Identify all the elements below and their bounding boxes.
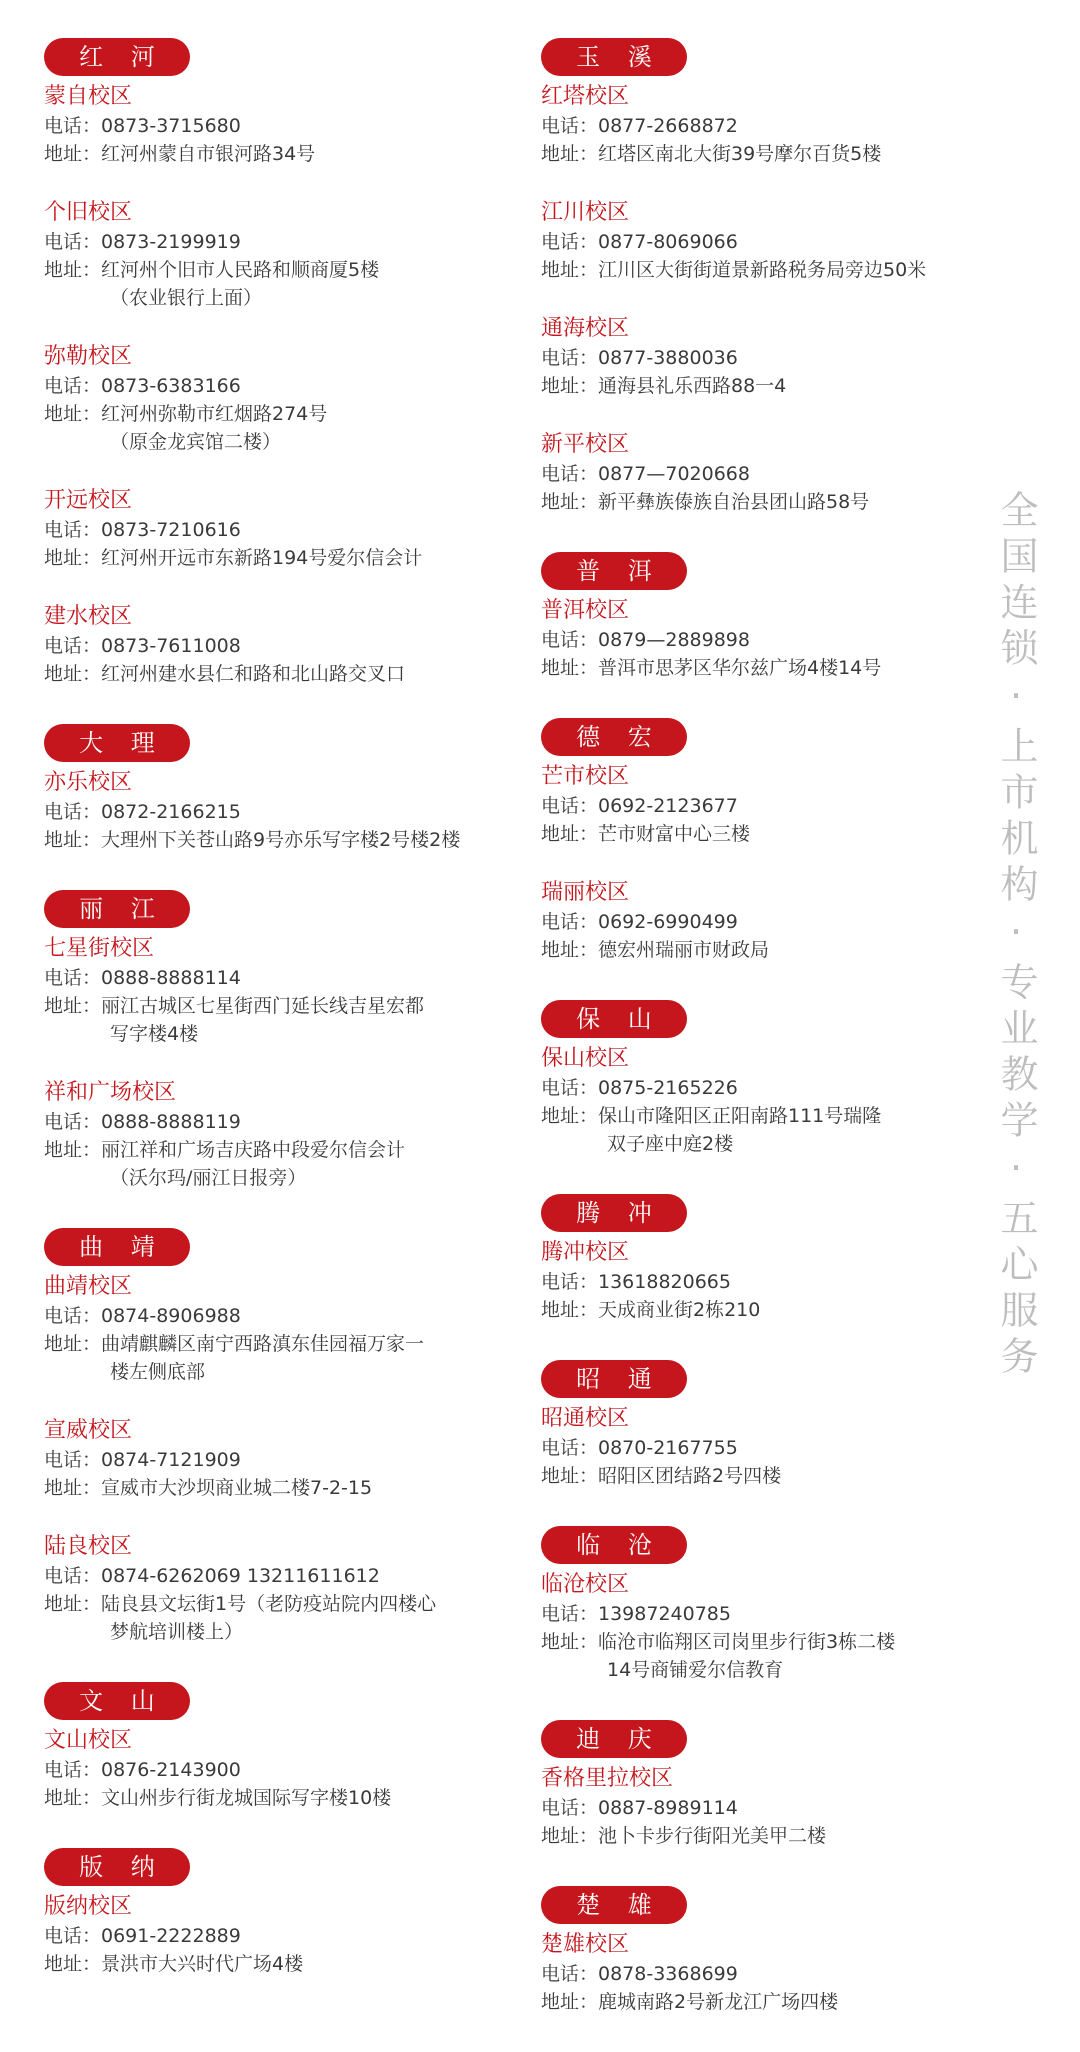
campus-phone: 电话：0870-2167755: [541, 1437, 738, 1459]
campus-name: 曲靖校区: [44, 1274, 133, 1299]
campus-phone: 电话：0887-8989114: [541, 1797, 738, 1819]
campus-address: 地址：丽江祥和广场吉庆路中段爱尔信会计: [44, 1139, 406, 1161]
region-section: [541, 1886, 1001, 2016]
campus-name: 临沧校区: [541, 1572, 630, 1597]
region-label: 楚 雄: [541, 1886, 687, 1924]
campus-phone: 电话：0692-6990499: [541, 911, 738, 933]
campus-address-continued: 双子座中庭2楼: [607, 1133, 734, 1155]
campus-name: 七星街校区: [44, 936, 155, 961]
campus-phone: 电话：0877—7020668: [541, 463, 750, 485]
left-column: [44, 38, 524, 2014]
campus-phone: 电话：13618820665: [541, 1271, 731, 1293]
region-label: 丽 江: [44, 890, 190, 928]
campus-name: 个旧校区: [44, 200, 133, 225]
campus-name: 开远校区: [44, 488, 133, 513]
region-label: 红 河: [44, 38, 190, 76]
region-section: [541, 38, 1001, 516]
campus-entry: [44, 486, 524, 572]
campus-entry: [541, 762, 1001, 848]
campus-phone: 电话：0877-2668872: [541, 115, 738, 137]
region-section: [44, 1682, 524, 1812]
campus-phone: 电话：0873-2199919: [44, 231, 241, 253]
campus-phone: 电话：0873-7611008: [44, 635, 241, 657]
campus-entry: [541, 1570, 1001, 1684]
campus-phone: 电话：0877-3880036: [541, 347, 738, 369]
campus-name: 香格里拉校区: [541, 1766, 674, 1791]
campus-name: 昭通校区: [541, 1406, 630, 1431]
campus-name: 文山校区: [44, 1728, 133, 1753]
campus-phone: 电话：0888-8888114: [44, 967, 241, 989]
campus-address: 地址：红河州蒙自市银河路34号: [44, 143, 316, 165]
campus-phone: 电话：0877-8069066: [541, 231, 738, 253]
campus-entry: [541, 82, 1001, 168]
campus-name: 祥和广场校区: [44, 1080, 177, 1105]
campus-address: 地址：芒市财富中心三楼: [541, 823, 751, 845]
region-section: [44, 38, 524, 688]
campus-address: 地址：宣威市大沙坝商业城二楼7-2-15: [44, 1477, 373, 1499]
campus-name: 楚雄校区: [541, 1932, 630, 1957]
campus-phone: 电话：0873-6383166: [44, 375, 241, 397]
region-section: [44, 1228, 524, 1646]
campus-address-continued: 梦航培训楼上）: [110, 1621, 244, 1643]
campus-address: 地址：天成商业街2栋210: [541, 1299, 761, 1321]
region-label: 腾 冲: [541, 1194, 687, 1232]
campus-entry: [44, 1726, 524, 1812]
region-label: 曲 靖: [44, 1228, 190, 1266]
campus-entry: [44, 768, 524, 854]
campus-name: 陆良校区: [44, 1534, 133, 1559]
campus-address: 地址：临沧市临翔区司岗里步行街3栋二楼: [541, 1631, 896, 1653]
campus-phone: 电话：0878-3368699: [541, 1963, 738, 1985]
campus-address: 地址：江川区大街街道景新路税务局旁边50米: [541, 259, 927, 281]
campus-address-continued: （原金龙宾馆二楼）: [110, 431, 282, 453]
campus-address: 地址：池卜卡步行街阳光美甲二楼: [541, 1825, 827, 1847]
region-section: [44, 1848, 524, 1978]
campus-phone: 电话：0879—2889898: [541, 629, 750, 651]
campus-entry: [541, 1930, 1001, 2016]
region-label: 临 沧: [541, 1526, 687, 1564]
campus-entry: [541, 314, 1001, 400]
campus-address: 地址：文山州步行街龙城国际写字楼10楼: [44, 1787, 392, 1809]
campus-phone: 电话：0888-8888119: [44, 1111, 241, 1133]
campus-address: 地址：大理州下关苍山路9号亦乐写字楼2号楼2楼: [44, 829, 461, 851]
campus-name: 江川校区: [541, 200, 630, 225]
campus-address: 地址：通海县礼乐西路88一4: [541, 375, 787, 397]
region-section: [44, 724, 524, 854]
campus-name: 蒙自校区: [44, 84, 133, 109]
campus-entry: [541, 596, 1001, 682]
campus-phone: 电话：0875-2165226: [541, 1077, 738, 1099]
campus-address-continued: （农业银行上面）: [110, 287, 263, 309]
campus-name: 保山校区: [541, 1046, 630, 1071]
campus-name: 新平校区: [541, 432, 630, 457]
region-label: 德 宏: [541, 718, 687, 756]
campus-phone: 电话：0691-2222889: [44, 1925, 241, 1947]
campus-entry: [44, 342, 524, 456]
campus-entry: [44, 1892, 524, 1978]
region-label: 保 山: [541, 1000, 687, 1038]
campus-entry: [541, 1044, 1001, 1158]
region-label: 普 洱: [541, 552, 687, 590]
campus-phone: 电话：0874-6262069 13211611612: [44, 1565, 380, 1587]
campus-phone: 电话：13987240785: [541, 1603, 731, 1625]
campus-entry: [44, 198, 524, 312]
campus-address: 地址：红河州弥勒市红烟路274号: [44, 403, 328, 425]
campus-name: 建水校区: [44, 604, 133, 629]
campus-entry: [541, 1238, 1001, 1324]
campus-address: 地址：红河州开远市东新路194号爱尔信会计: [44, 547, 423, 569]
campus-address: 地址：德宏州瑞丽市财政局: [541, 939, 770, 961]
campus-address: 地址：曲靖麒麟区南宁西路滇东佳园福万家一: [44, 1333, 425, 1355]
campus-address: 地址：普洱市思茅区华尔兹广场4楼14号: [541, 657, 882, 679]
campus-address: 地址：保山市隆阳区正阳南路111号瑞隆: [541, 1105, 882, 1127]
campus-address: 地址：鹿城南路2号新龙江广场四楼: [541, 1991, 839, 2013]
region-label: 玉 溪: [541, 38, 687, 76]
region-label: 迪 庆: [541, 1720, 687, 1758]
campus-entry: [44, 1272, 524, 1386]
campus-name: 弥勒校区: [44, 344, 133, 369]
campus-name: 版纳校区: [44, 1894, 133, 1919]
region-section: [44, 890, 524, 1192]
campus-entry: [541, 878, 1001, 964]
campus-address-continued: 14号商铺爱尔信教育: [607, 1659, 784, 1681]
campus-name: 芒市校区: [541, 764, 630, 789]
campus-phone: 电话：0876-2143900: [44, 1759, 241, 1781]
campus-address: 地址：景洪市大兴时代广场4楼: [44, 1953, 304, 1975]
campus-name: 红塔校区: [541, 84, 630, 109]
campus-address: 地址：陆良县文坛街1号（老防疫站院内四楼心: [44, 1593, 437, 1615]
campus-entry: [541, 198, 1001, 284]
campus-entry: [541, 1764, 1001, 1850]
region-label: 大 理: [44, 724, 190, 762]
campus-entry: [44, 934, 524, 1048]
campus-address-continued: 楼左侧底部: [110, 1361, 206, 1383]
campus-name: 亦乐校区: [44, 770, 133, 795]
campus-address-continued: 写字楼4楼: [110, 1023, 199, 1045]
campus-entry: [44, 1078, 524, 1192]
region-section: [541, 552, 1001, 682]
campus-address: 地址：昭阳区团结路2号四楼: [541, 1465, 782, 1487]
campus-entry: [44, 82, 524, 168]
region-section: [541, 718, 1001, 964]
campus-phone: 电话：0873-7210616: [44, 519, 241, 541]
campus-entry: [44, 1416, 524, 1502]
campus-phone: 电话：0874-8906988: [44, 1305, 241, 1327]
region-label: 文 山: [44, 1682, 190, 1720]
campus-name: 瑞丽校区: [541, 880, 630, 905]
campus-address: 地址：新平彝族傣族自治县团山路58号: [541, 491, 870, 513]
campus-name: 通海校区: [541, 316, 630, 341]
campus-address: 地址：红河州建水县仁和路和北山路交叉口: [44, 663, 406, 685]
campus-phone: 电话：0872-2166215: [44, 801, 241, 823]
region-section: [541, 1720, 1001, 1850]
campus-address-continued: （沃尔玛/丽江日报旁）: [110, 1167, 307, 1189]
right-column: [541, 38, 1001, 2052]
campus-address: 地址：红塔区南北大街39号摩尔百货5楼: [541, 143, 882, 165]
campus-address: 地址：红河州个旧市人民路和顺商厦5楼: [44, 259, 380, 281]
region-section: [541, 1000, 1001, 1158]
region-section: [541, 1194, 1001, 1324]
vertical-slogan: 全国连锁·上市机构·专业教学·五心服务: [994, 490, 1038, 1382]
campus-name: 宣威校区: [44, 1418, 133, 1443]
region-label: 昭 通: [541, 1360, 687, 1398]
campus-entry: [541, 1404, 1001, 1490]
region-section: [541, 1526, 1001, 1684]
campus-entry: [44, 602, 524, 688]
campus-name: 普洱校区: [541, 598, 630, 623]
campus-name: 腾冲校区: [541, 1240, 630, 1265]
campus-phone: 电话：0874-7121909: [44, 1449, 241, 1471]
campus-entry: [541, 430, 1001, 516]
campus-phone: 电话：0873-3715680: [44, 115, 241, 137]
region-label: 版 纳: [44, 1848, 190, 1886]
campus-entry: [44, 1532, 524, 1646]
region-section: [541, 1360, 1001, 1490]
campus-address: 地址：丽江古城区七星街西门延长线吉星宏都: [44, 995, 425, 1017]
campus-phone: 电话：0692-2123677: [541, 795, 738, 817]
